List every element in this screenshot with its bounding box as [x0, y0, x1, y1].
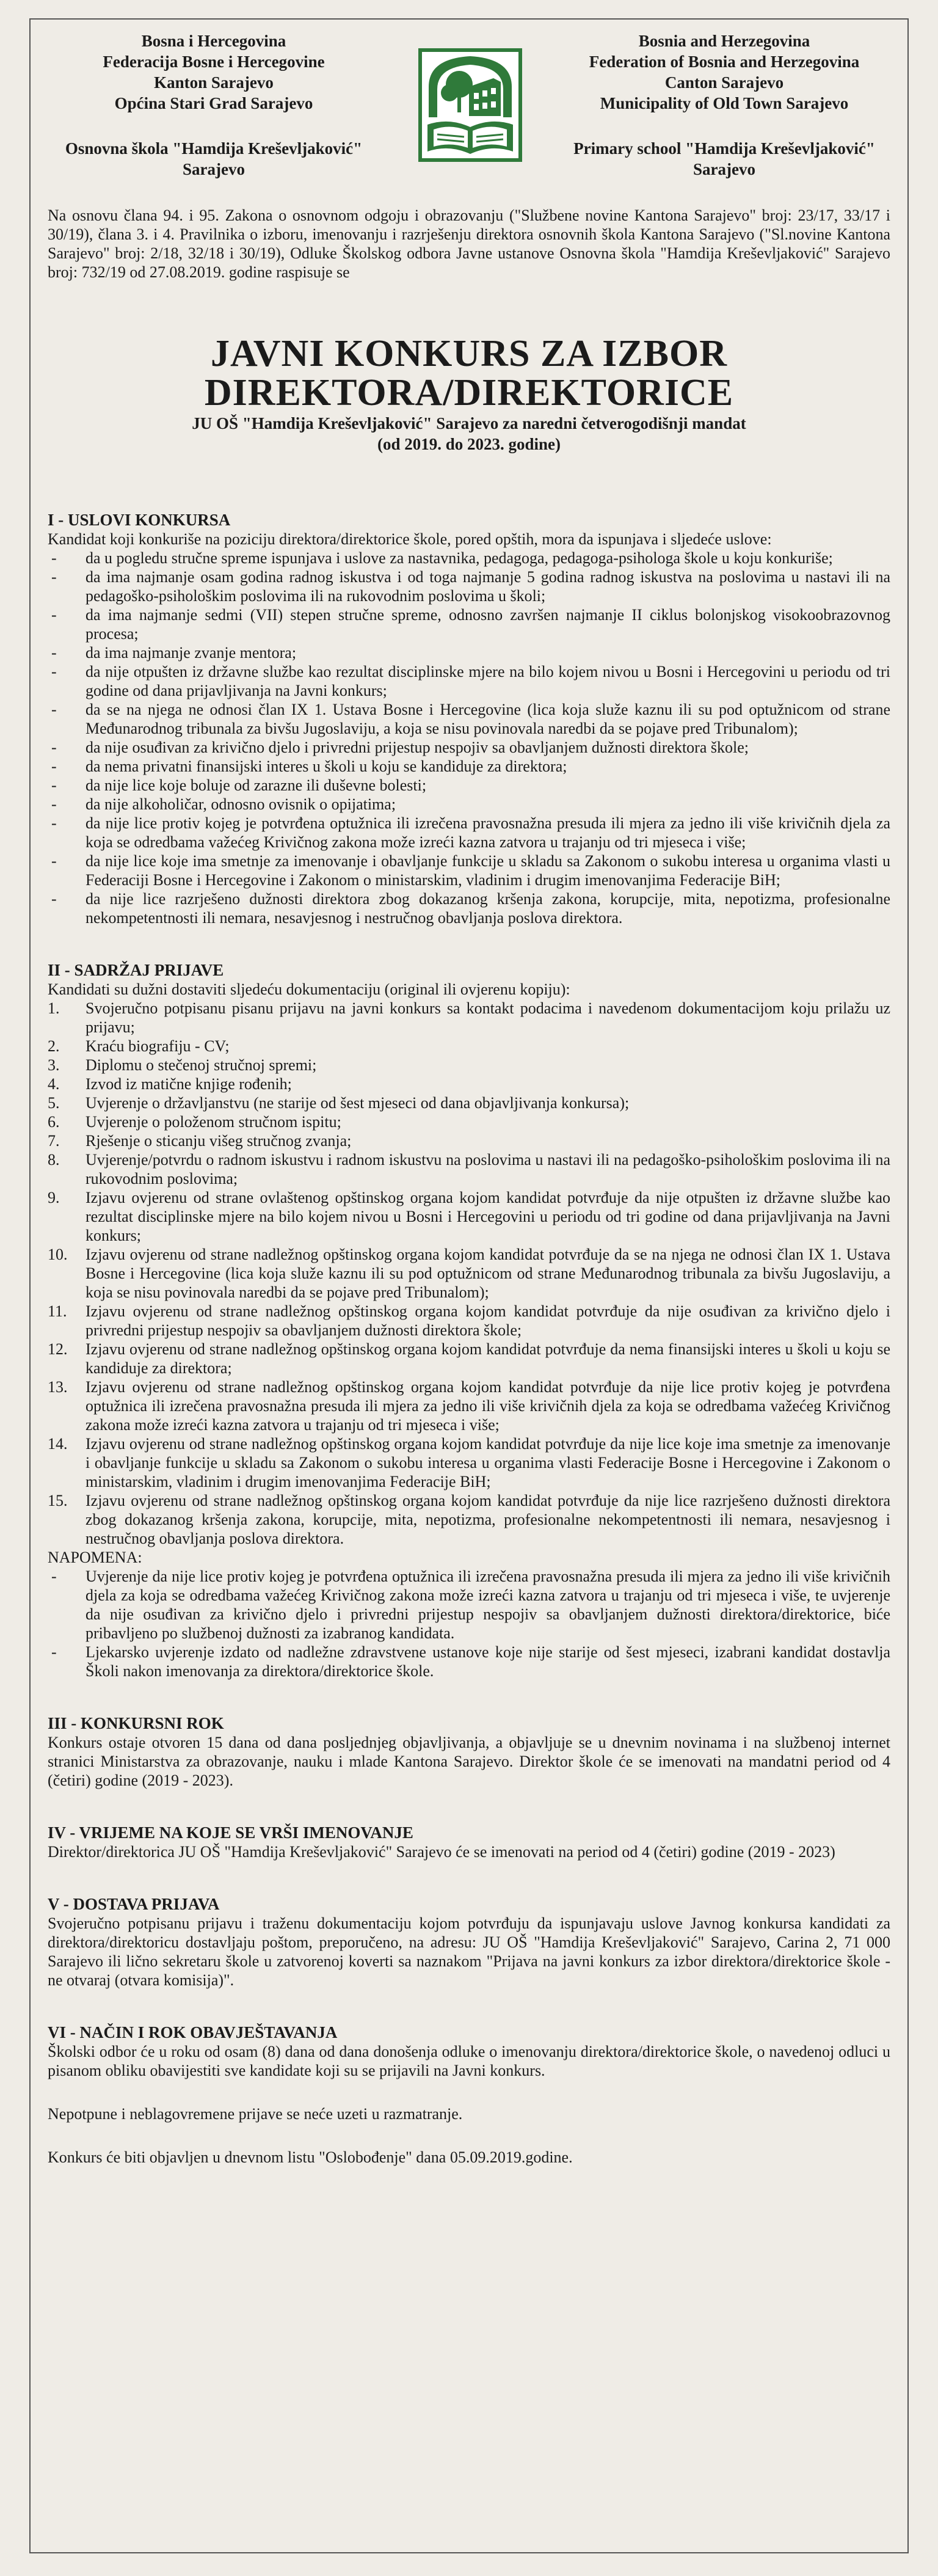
condition-item: - da ima najmanje sedmi (VII) stepen stručne spreme, odnosno završen najmanje II ciklus bolonjskog visokoobrazovnog procesa;	[48, 605, 890, 643]
note-item: - Ljekarsko uvjerenje izdato od nadležne zdravstvene ustanove koje nije starije od šest mjeseci, izabrani kandidat dostavlja Školi nakon imenovanja za direktora/direktorice škole.	[48, 1643, 890, 1680]
header-left	[43, 31, 385, 180]
condition-item: - da nije alkoholičar, odnosno ovisnik o opijatima;	[48, 795, 890, 814]
document-text: Svojeručno potpisanu pisanu prijavu na javni konkurs sa kontakt podacima i navedenom dokumentacijom koju prilažu uz prijavu;	[85, 999, 890, 1036]
document-item	[48, 1340, 890, 1377]
title-line-1: JAVNI KONKURS ZA IZBOR	[211, 333, 727, 374]
document-text: Izjavu ovjerenu od strane nadležnog opštinskog organa kojom kandidat potvrđuje da nije lice razrješeno dužnosti direktora zbog dokazanog kršenja zakona, korupcije, mita, nepotizma, profesionalne nekompetentnosti ili nemara, nesavjesnog i nestručnog obavljanja poslova direktora.	[85, 1492, 890, 1547]
document-number: 8.	[48, 1151, 60, 1169]
document-item	[48, 1131, 890, 1150]
section-application-lead: Kandidati su dužni dostaviti sljedeću dokumentaciju (original ili ovjerenu kopiju):	[48, 980, 570, 998]
section-deadline-text: Konkurs ostaje otvoren 15 dana od dana posljednjeg objavljivanja, a objavljuje se u dnevnim novinama i na službenoj internet stranici Ministarstva za obrazovanje, nauku i mlade Kantona Sarajevo. Direktor škole će se imenovati na mandatni period od 4 (četiri) godine (2019 - 2023).	[48, 1734, 890, 1789]
document-text: Uvjerenje o državljanstvu (ne starije od šest mjeseci od dana objavljivanja konkursa);	[85, 1094, 630, 1112]
notice-frame	[29, 18, 909, 2553]
condition-item: - da se na njega ne odnosi član IX 1. Ustava Bosne i Hercegovine (lica koja služe kaznu ili su pod optužnicom od strane Međunarodnog tribunala za bivšu Jugoslaviju, a koja se nisu povinovala naredbi da se pojave pred Tribunalom);	[48, 700, 890, 738]
header-right	[553, 31, 895, 180]
document-number: 10.	[48, 1246, 68, 1263]
document-number: 14.	[48, 1435, 68, 1453]
header-right-line: Federation of Bosnia and Herzegovina	[589, 53, 860, 71]
document-text: Izvod iz matične knjige rođenih;	[85, 1075, 292, 1093]
document-text: Izjavu ovjerenu od strane nadležnog opštinskog organa kojom kandidat potvrđuje da nije lice koje ima smetnje za imenovanje i obavljanje funkcije u skladu sa Zakonom o sukobu interesa u organima vlasti Federacije Bosne i Hercegovine i Zakonom o ministarskim, vladinim i drugim imenovanjima Federacije BiH;	[85, 1435, 890, 1491]
section-notification-text: Školski odbor će u roku od osam (8) dana od dana donošenja odluke o imenovanju direktora/direktorice škole, o navedenoj odluci u pisanom obliku obavijestiti sve kandidate koji su se prijavili na Javni konkurs.	[48, 2043, 890, 2079]
document-item	[48, 1093, 890, 1112]
spacer	[48, 2123, 890, 2148]
document-text: Uvjerenje o položenom stručnom ispitu;	[85, 1113, 341, 1131]
condition-item: - da nije lice razrješeno dužnosti direktora zbog dokazanog kršenja zakona, korupcije, mita, nepotizma, profesionalne nekompetentnosti ili nemara, nesavjesnog i nestručnog obavljanja poslova direktora.	[48, 889, 890, 927]
condition-item: - da u pogledu stručne spreme ispunjava i uslove za nastavnika, pedagoga, pedagoga-psihologa škole u koju konkuriše;	[48, 549, 890, 567]
document-text: Izjavu ovjerenu od strane nadležnog opštinskog organa kojom kandidat potvrđuje da nema finansijski interes u školi u koju se kandiduje za direktora;	[85, 1340, 890, 1377]
header-left-line: Federacija Bosne i Hercegovine	[103, 53, 325, 71]
document-item	[48, 1377, 890, 1434]
condition-item: - da nije otpušten iz državne službe kao rezultat disciplinske mjere na bilo kojem nivou u Bosni i Hercegovini u periodu od tri godine od dana prijavljivanja na Javni konkurs;	[48, 662, 890, 700]
document-item	[48, 1434, 890, 1491]
header-right-line: Municipality of Old Town Sarajevo	[600, 94, 849, 112]
document-item	[48, 1037, 890, 1056]
document-item	[48, 1188, 890, 1245]
note-item: - Uvjerenje da nije lice protiv kojeg je potvrđena optužnica ili izrečena pravosnažna presuda ili mjera za jedno ili više krivičnih djela za koja se odredbama važećeg Krivičnog zakona može izreći kazna zatvora u trajanju od tri mjeseca i više, te uvjerenje da nije osuđivan za krivično djelo i privredni prijestup nespojiv sa obavljanjem dužnosti direktora/direktorice, biće pribavljeno po službenoj dužnosti za izabranog kandidata.	[48, 1567, 890, 1643]
title-block	[48, 334, 890, 454]
condition-item: - da nema privatni finansijski interes u školi u koju se kandiduje za direktora;	[48, 757, 890, 776]
document-item	[48, 1491, 890, 1548]
section-submission-text: Svojeručno potpisanu prijavu i traženu dokumentaciju kojom potvrđuju da ispunjavaju uslove Javnog konkursa kandidati za direktora/direktoricu dostavljaju poštom, preporučeno, na adresu: JU OŠ "Hamdija Kreševljaković" Sarajevo, Carina 2, 71 000 Sarajevo ili lično sekretaru škole u zatvorenoj koverti sa naznakom "Prijava na javni konkurs za izbor direktora/direktorice škole - ne otvaraj (otvara komisija)".	[48, 1914, 890, 1989]
section-conditions-lead: Kandidat koji konkuriše na poziciju direktora/direktorice škole, pored opštih, mora da ispunjava i sljedeće uslove:	[48, 530, 772, 548]
condition-item: - da ima najmanje osam godina radnog iskustva i od toga najmanje 5 godina radnog iskustva na poslovima u nastavi ili na pedagoško-psihološkim poslovima ili na rukovodnim poslovima u školi;	[48, 567, 890, 605]
document-number: 3.	[48, 1056, 60, 1074]
notes-list	[48, 1567, 890, 1680]
document-text: Rješenje o sticanju višeg stručnog zvanja;	[85, 1132, 352, 1150]
condition-item: - da nije lice protiv kojeg je potvrđena optužnica ili izrečena pravosnažna presuda ili mjera za jedno ili više krivičnih djela za koja se odredbama važećeg Krivičnog zakona može izreći kazna zatvora u trajanju od tri mjeseca i više;	[48, 814, 890, 852]
section-heading-notification: VI - NAČIN I ROK OBAVJEŠTAVANJA	[48, 2023, 338, 2041]
section-heading-deadline: III - KONKURSNI ROK	[48, 1714, 224, 1732]
document-number: 6.	[48, 1113, 60, 1131]
document-number: 11.	[48, 1302, 67, 1320]
document-number: 9.	[48, 1189, 60, 1206]
conditions-list	[48, 549, 890, 927]
school-crest-icon	[409, 44, 531, 166]
document-text: Izjavu ovjerenu od strane nadležnog opštinskog organa kojom kandidat potvrđuje da nije osuđivan za krivično djelo i privredni prijestup nespojiv sa obavljanjem dužnosti direktora škole;	[85, 1302, 890, 1339]
document-number: 12.	[48, 1340, 68, 1358]
document-number: 4.	[48, 1075, 60, 1093]
document-item	[48, 1245, 890, 1302]
header-right-school	[553, 138, 895, 180]
school-city-en: Sarajevo	[693, 160, 755, 178]
document-text: Uvjerenje/potvrdu o radnom iskustvu i radnom iskustvu na poslovima u nastavi ili na pedagoško-psihološkim poslovima ili na rukovodnim poslovima;	[85, 1151, 890, 1188]
document-text: Izjavu ovjerenu od strane nadležnog opštinskog organa kojom kandidat potvrđuje da nije lice protiv kojeg je potvrđena optužnica ili izrečena pravosnažna presuda ili mjera za jedno ili više krivičnih djela za koja se odredbama važećeg Krivičnog zakona može izreći kazna zatvora u trajanju od tri mjeseca i više;	[85, 1378, 890, 1434]
condition-item: - da ima najmanje zvanje mentora;	[48, 643, 890, 662]
header-left-line: Bosna i Hercegovina	[141, 32, 286, 50]
header-left-line: Općina Stari Grad Sarajevo	[114, 94, 313, 112]
document-item	[48, 1075, 890, 1093]
condition-item: - da nije osuđivan za krivično djelo i privredni prijestup nespojiv sa obavljanjem dužnosti direktora škole;	[48, 738, 890, 757]
condition-item: - da nije lice koje boluje od zarazne ili duševne bolesti;	[48, 776, 890, 795]
spacer	[48, 2080, 890, 2104]
document-item	[48, 1150, 890, 1188]
title-line-2: DIREKTORA/DIREKTORICE	[204, 372, 734, 414]
title-period: (od 2019. do 2023. godine)	[377, 435, 561, 453]
document-text: Izjavu ovjerenu od strane ovlaštenog opštinskog organa kojom kandidat potvrđuje da nije otpušten iz državne službe kao rezultat disciplinske mjere na bilo kojem nivou u Bosni i Hercegovini u periodu od tri godine od dana prijavljivanja na Javni konkurs;	[85, 1189, 890, 1244]
document-number: 2.	[48, 1037, 60, 1055]
document-item	[48, 1112, 890, 1131]
document-text: Diplomu o stečenoj stručnoj spremi;	[85, 1056, 317, 1074]
school-name-en: Primary school "Hamdija Kreševljaković"	[573, 139, 875, 158]
document-number: 5.	[48, 1094, 60, 1112]
document-number: 7.	[48, 1132, 60, 1150]
document-number: 1.	[48, 999, 60, 1017]
document-number: 15.	[48, 1492, 68, 1509]
documents-list	[48, 999, 890, 1548]
title-subtitle: JU OŠ "Hamdija Kreševljaković" Sarajevo za naredni četverogodišnji mandat	[192, 414, 746, 432]
header-right-line: Bosnia and Herzegovina	[638, 32, 810, 50]
header-left-line: Kanton Sarajevo	[154, 73, 274, 92]
document-item	[48, 999, 890, 1037]
section-heading-term: IV - VRIJEME NA KOJE SE VRŠI IMENOVANJE	[48, 1823, 413, 1842]
document-item	[48, 1056, 890, 1075]
school-city-bs: Sarajevo	[183, 160, 245, 178]
section-term-text: Direktor/direktorica JU OŠ "Hamdija Kreševljaković" Sarajevo će se imenovati na period od 4 (četiri) godine (2019 - 2023)	[48, 1843, 835, 1861]
incomplete-applications-note: Nepotpune i neblagovremene prijave se neće uzeti u razmatranje.	[48, 2105, 463, 2123]
document-text: Kraću biografiju - CV;	[85, 1037, 230, 1055]
section-heading-conditions: I - USLOVI KONKURSA	[48, 511, 231, 529]
intro-paragraph: Na osnovu člana 94. i 95. Zakona o osnovnom odgoju i obrazovanju ("Službene novine Kantona Sarajevo" broj: 23/17, 33/17 i 30/19), člana 3. i 4. Pravilnika o izboru, imenovanju i razrješenju direktora osnovnih škola Kantona Sarajevo ("Sl.novine Kantona Sarajevo" broj: 2/18, 32/18 i 30/19), Odluke Školskog odbora Javne ustanove Osnovna škola "Hamdija Kreševljaković" Sarajevo broj: 732/19 od 27.08.2019. godine raspisuje se	[48, 206, 890, 281]
condition-item: - da nije lice koje ima smetnje za imenovanje i obavljanje funkcije u skladu sa Zakonom o sukobu interesa u organima vlasti u Federaciji Bosne i Hercegovine i Zakonom o ministarskim, vladinim i drugim imenovanjima Federacije BiH;	[48, 852, 890, 889]
publication-note: Konkurs će biti objavljen u dnevnom listu "Oslobođenje" dana 05.09.2019.godine.	[48, 2148, 573, 2166]
section-heading-submission: V - DOSTAVA PRIJAVA	[48, 1895, 220, 1913]
header-left-school	[43, 138, 385, 180]
notice-body	[31, 206, 907, 2167]
document-item	[48, 1302, 890, 1340]
notes-label: NAPOMENA:	[48, 1549, 142, 1566]
header	[31, 20, 907, 206]
document-number: 13.	[48, 1378, 68, 1396]
school-name-bs: Osnovna škola "Hamdija Kreševljaković"	[65, 139, 363, 158]
document-text: Izjavu ovjerenu od strane nadležnog opštinskog organa kojom kandidat potvrđuje da se na njega ne odnosi član IX 1. Ustava Bosne i Hercegovine (lica koja služe kaznu ili su pod optužnicom od strane Međunarodnog tribunala za bivšu Jugoslaviju, a koja se nisu povinovala naredbi da se pojave pred Tribunalom);	[85, 1246, 890, 1301]
section-heading-application: II - SADRŽAJ PRIJAVE	[48, 961, 224, 979]
header-right-line: Canton Sarajevo	[664, 73, 784, 92]
